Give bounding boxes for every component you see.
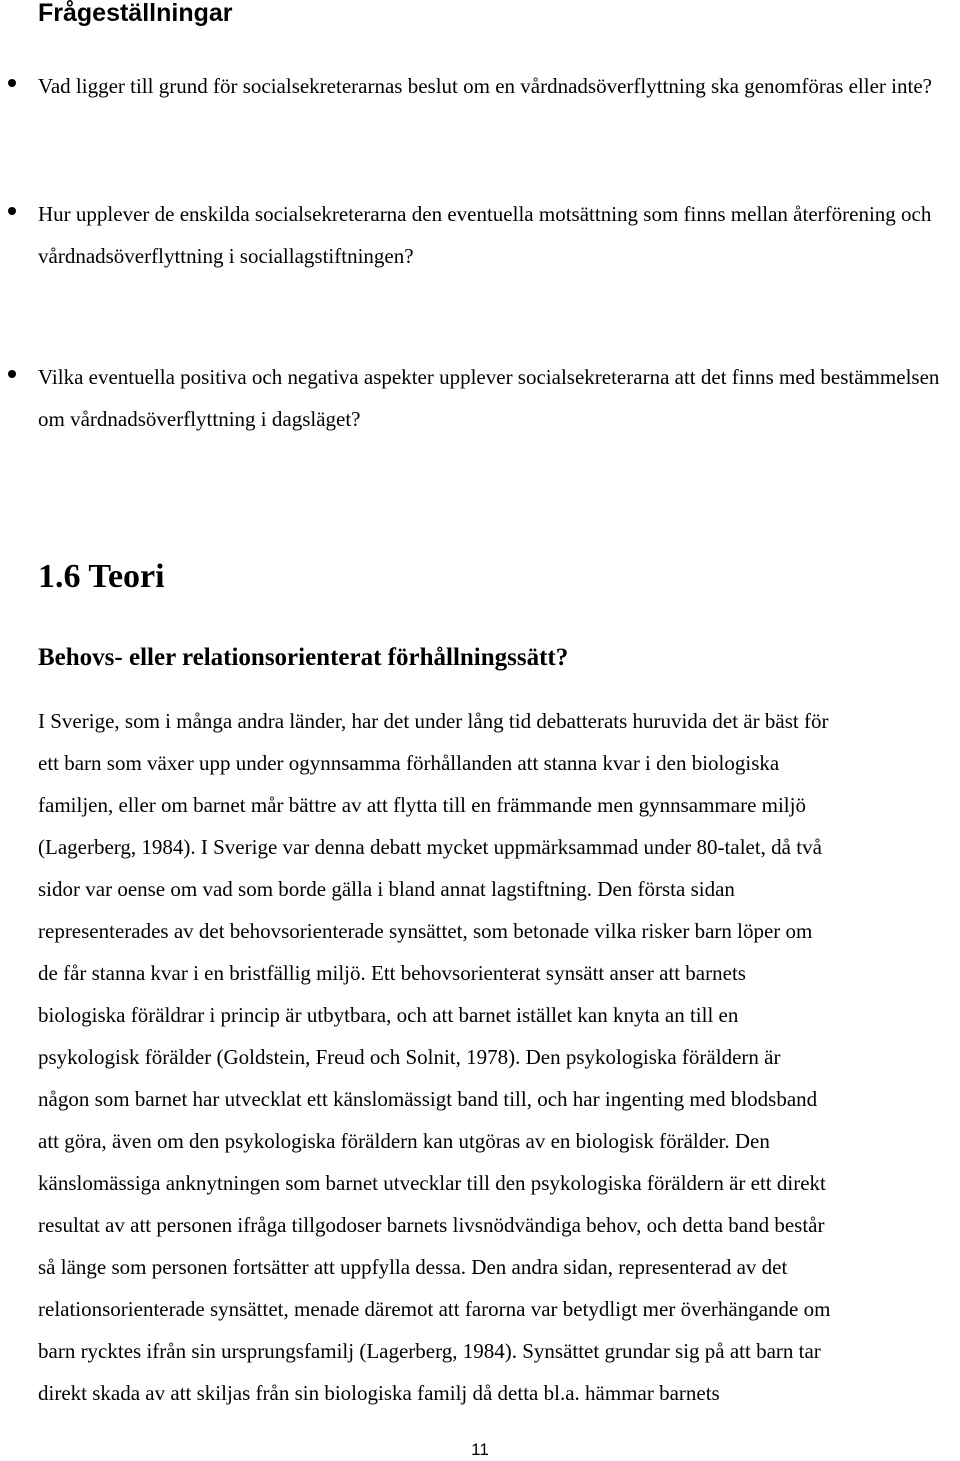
bullet-icon: [8, 79, 16, 87]
research-questions-heading: Frågeställningar: [38, 0, 233, 27]
question-text: Hur upplever de enskilda socialsekreterarna den eventuella motsättning som finns mellan återförening och vårdnadsöverflyttning i sociallagstiftningen?: [38, 202, 932, 268]
paragraph-line: så länge som personen fortsätter att uppfylla dessa. Den andra sidan, representerad av det: [38, 1255, 788, 1279]
paragraph-line: psykologisk förälder (Goldstein, Freud och Solnit, 1978). Den psykologiska föräldern är: [38, 1045, 781, 1069]
paragraph-line: ett barn som växer upp under ogynnsamma förhållanden att stanna kvar i den biologiska: [38, 751, 780, 775]
paragraph-line: (Lagerberg, 1984). I Sverige var denna debatt mycket uppmärksammad under 80-talet, då två: [38, 835, 822, 859]
paragraph-line: känslomässiga anknytningen som barnet utvecklar till den psykologiska föräldern är ett direkt: [38, 1171, 826, 1195]
question-item-2: [38, 193, 948, 277]
paragraph-line: de får stanna kvar i en bristfällig miljö. Ett behovsorienterat synsätt anser att barnets: [38, 961, 746, 985]
bullet-icon: [8, 370, 16, 378]
paragraph-line: resultat av att personen ifråga tillgodoser barnets livsnödvändiga behov, och detta band består: [38, 1213, 825, 1237]
paragraph-line: sidor var oense om vad som borde gälla i bland annat lagstiftning. Den första sidan: [38, 877, 735, 901]
paragraph-line: direkt skada av att skiljas från sin biologiska familj då detta bl.a. hämmar barnets: [38, 1381, 720, 1405]
section-title: 1.6 Teori: [38, 558, 165, 595]
subsection-title: Behovs- eller relationsorienterat förhållningssätt?: [38, 644, 569, 671]
body-paragraph: [38, 700, 948, 1414]
page-number: 11: [471, 1440, 489, 1459]
question-item-3: [38, 356, 948, 440]
question-text: Vad ligger till grund för socialsekreterarnas beslut om en vårdnadsöverflyttning ska genomföras eller inte?: [38, 74, 932, 98]
question-text: Vilka eventuella positiva och negativa aspekter upplever socialsekreterarna att det finns med bestämmelsen om vårdnadsöverflyttning i dagsläget?: [38, 365, 940, 431]
paragraph-line: I Sverige, som i många andra länder, har det under lång tid debatterats huruvida det är bäst för: [38, 709, 829, 733]
paragraph-line: familjen, eller om barnet mår bättre av att flytta till en främmande men gynnsammare miljö: [38, 793, 806, 817]
paragraph-line: representerades av det behovsorienterade synsättet, som betonade vilka risker barn löper om: [38, 919, 813, 943]
paragraph-line: någon som barnet har utvecklat ett känslomässigt band till, och har ingenting med blodsband: [38, 1087, 818, 1111]
paragraph-line: att göra, även om den psykologiska föräldern kan utgöras av en biologisk förälder. Den: [38, 1129, 770, 1153]
bullet-icon: [8, 207, 16, 215]
question-item-1: [38, 65, 948, 107]
paragraph-line: biologiska föräldrar i princip är utbytbara, och att barnet istället kan knyta an till en: [38, 1003, 739, 1027]
paragraph-line: barn rycktes ifrån sin ursprungsfamilj (Lagerberg, 1984). Synsättet grundar sig på att barn tar: [38, 1339, 821, 1363]
paragraph-line: relationsorienterade synsättet, menade däremot att farorna var betydligt mer överhängande om: [38, 1297, 831, 1321]
